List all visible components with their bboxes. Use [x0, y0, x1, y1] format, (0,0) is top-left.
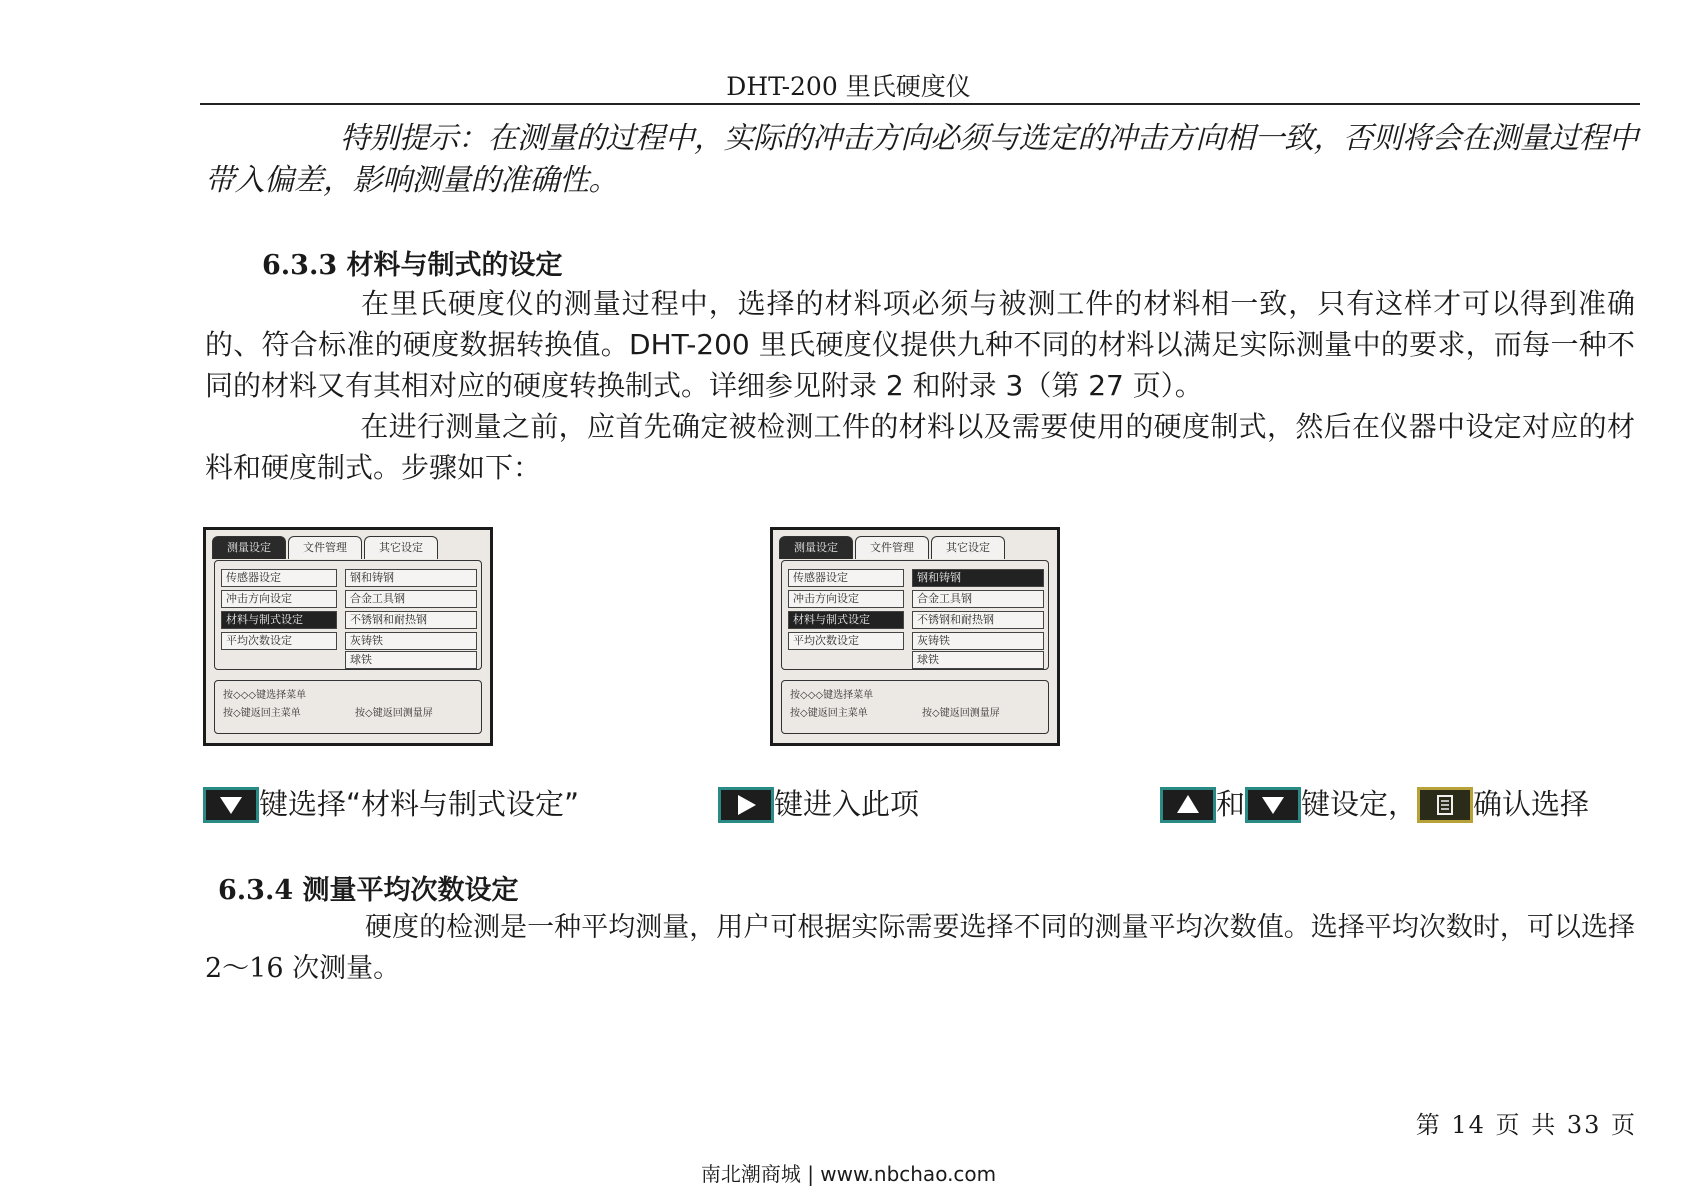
submenu-item-steel: 钢和铸钢 [345, 569, 477, 587]
section-6-3-3-paragraph-2 [205, 406, 1635, 488]
header-title: DHT-200 里氏硬度仪 [726, 72, 971, 101]
tab-measure-settings: 测量设定 [212, 536, 286, 559]
paragraph-text: 在进行测量之前，应首先确定被检测工件的材料以及需要使用的硬度制式，然后在仪器中设定对应的材料和硬度制式。步骤如下： [205, 410, 1635, 484]
submenu-item-alloy-tool-steel: 合金工具钢 [912, 590, 1044, 608]
menu-item-material: 材料与制式设定 [221, 611, 337, 629]
submenu-item-stainless: 不锈钢和耐热钢 [912, 611, 1044, 629]
step-1-caption [203, 782, 579, 823]
submenu-item-gray-iron: 灰铸铁 [912, 632, 1044, 650]
page-number: 第 14 页 共 33 页 [1415, 1111, 1637, 1139]
submenu-item-steel: 钢和铸钢 [912, 569, 1044, 587]
menu-item-impact-direction: 冲击方向设定 [788, 590, 904, 608]
header-divider [200, 103, 1640, 105]
section-heading-6-3-3: 6.3.3 材料与制式的设定 [262, 250, 563, 281]
down-key-icon [1245, 787, 1301, 823]
menu-item-average: 平均次数设定 [788, 632, 904, 650]
tab-file-management: 文件管理 [855, 536, 929, 559]
menu-panel [781, 560, 1049, 670]
step-1-text: 键选择“材料与制式设定” [259, 787, 580, 821]
tip-text: 特别提示：在测量的过程中，实际的冲击方向必须与选定的冲击方向相一致，否则将会在测量过程中带入偏差，影响测量的准确性。 [205, 121, 1638, 198]
menu-item-material: 材料与制式设定 [788, 611, 904, 629]
help-line-2: 按◇键返回主菜单 [223, 708, 301, 719]
help-line-1: 按◇◇◇键选择菜单 [790, 690, 874, 701]
device-screen-2 [770, 527, 1060, 746]
help-line-3: 按◇键返回测量屏 [355, 708, 433, 719]
section-heading-6-3-4: 6.3.4 测量平均次数设定 [218, 875, 519, 906]
submenu-item-gray-iron: 灰铸铁 [345, 632, 477, 650]
section-6-3-4-paragraph [205, 907, 1635, 989]
submenu-item-stainless: 不锈钢和耐热钢 [345, 611, 477, 629]
menu-panel [214, 560, 482, 670]
device-screen-1 [203, 527, 493, 746]
tab-other-settings: 其它设定 [931, 536, 1005, 559]
down-key-icon [203, 787, 259, 823]
tab-measure-settings: 测量设定 [779, 536, 853, 559]
help-panel [214, 680, 482, 734]
special-tip [205, 118, 1640, 202]
section-6-3-3-paragraph-1 [205, 283, 1635, 406]
up-key-icon [1160, 787, 1216, 823]
site-watermark: 南北潮商城 | www.nbchao.com [700, 1162, 997, 1186]
submenu-item-nodular-iron: 球铁 [912, 651, 1044, 669]
enter-key-icon [1417, 787, 1473, 823]
help-panel [781, 680, 1049, 734]
menu-item-impact-direction: 冲击方向设定 [221, 590, 337, 608]
help-line-3: 按◇键返回测量屏 [922, 708, 1000, 719]
submenu-item-alloy-tool-steel: 合金工具钢 [345, 590, 477, 608]
menu-item-sensor: 传感器设定 [221, 569, 337, 587]
step-3-confirm: 确认选择 [1473, 787, 1590, 821]
step-3-caption [1160, 782, 1589, 823]
step-3-and: 和 [1216, 787, 1246, 821]
help-line-1: 按◇◇◇键选择菜单 [223, 690, 307, 701]
paragraph-text: 硬度的检测是一种平均测量，用户可根据实际需要选择不同的测量平均次数值。选择平均次数时，可以选择 2～16 次测量。 [205, 912, 1635, 984]
step-2-caption [718, 782, 919, 823]
tab-other-settings: 其它设定 [364, 536, 438, 559]
menu-item-sensor: 传感器设定 [788, 569, 904, 587]
tab-file-management: 文件管理 [288, 536, 362, 559]
right-key-icon [718, 787, 774, 823]
menu-item-average: 平均次数设定 [221, 632, 337, 650]
step-3-set: 键设定， [1301, 787, 1418, 821]
paragraph-text: 在里氏硬度仪的测量过程中，选择的材料项必须与被测工件的材料相一致，只有这样才可以得到准确的、符合标准的硬度数据转换值。DHT-200 里氏硬度仪提供九种不同的材料以满足实际测量中的要求，而每一种不同的材料又有其相对应的硬度转换制式。详细参见附录 2 和附录 3（第 27 页）。 [205, 287, 1635, 402]
help-line-2: 按◇键返回主菜单 [790, 708, 868, 719]
submenu-item-nodular-iron: 球铁 [345, 651, 477, 669]
step-2-text: 键进入此项 [774, 787, 920, 821]
